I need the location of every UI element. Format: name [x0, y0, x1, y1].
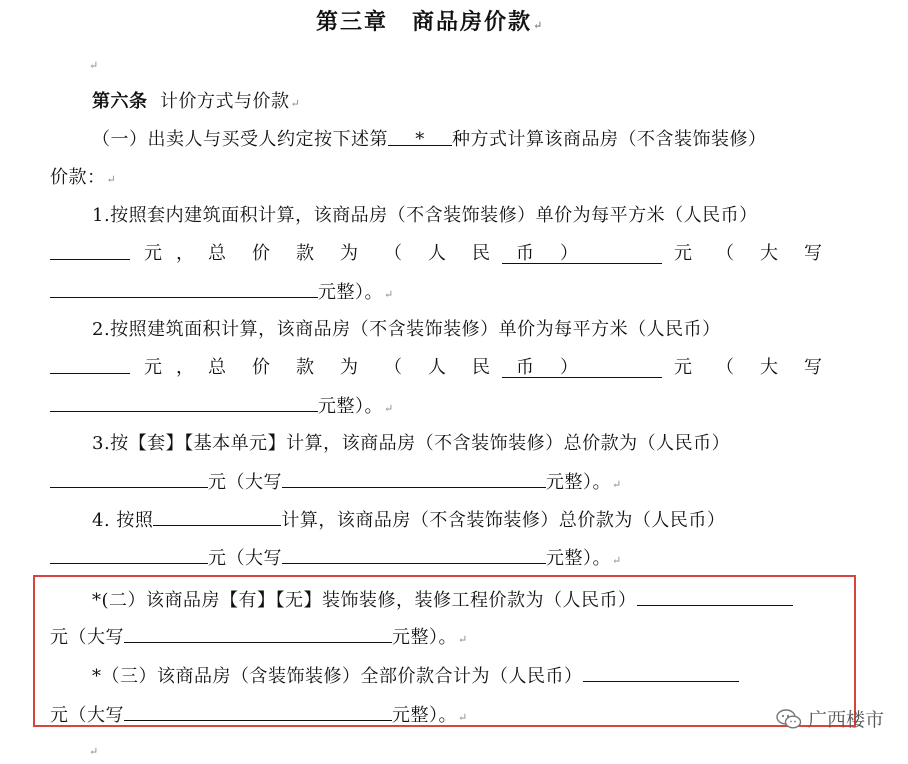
comma: ，: [176, 357, 195, 378]
end-text: 元整）。: [392, 705, 457, 726]
unit-label: 元: [144, 243, 163, 264]
empty-paragraph: [88, 52, 99, 78]
paragraph-mark: ↵: [458, 633, 468, 646]
method1-line-2: [50, 242, 848, 267]
method2-line-1: [92, 318, 721, 342]
daxie-amount-blank: [50, 394, 318, 412]
method4-line-2: [50, 546, 622, 573]
method2-line-3: [50, 394, 394, 421]
paragraph-mark: ↵: [384, 288, 394, 301]
paragraph-mark: ↵: [384, 402, 394, 415]
total-price-label: 总价款为（人民币）: [208, 243, 604, 264]
daxie-amount-blank: [50, 280, 318, 298]
unit-price-blank: [50, 242, 130, 260]
article-subtitle: 计价方式与价款: [159, 91, 290, 112]
empty-paragraph: [88, 738, 99, 764]
daxie-label: （大写: [716, 243, 848, 264]
watermark: [776, 705, 884, 732]
unit-label: 元（大写: [50, 627, 124, 648]
end-text: 元整）。: [318, 282, 383, 303]
intro-line-2: [50, 166, 116, 192]
daxie-amount-blank: [124, 703, 392, 721]
unit-label-2: 元: [674, 357, 693, 378]
paragraph-mark: ↵: [533, 19, 545, 32]
method-choice-value: *: [415, 129, 425, 150]
unit-price-blank: [50, 356, 130, 374]
method-description-blank: [153, 508, 281, 526]
chapter-title: [316, 10, 544, 38]
end-text: 元整）。: [392, 627, 457, 648]
paragraph-mark: ↵: [89, 59, 99, 72]
intro-text-a: （一）出卖人与买受人约定按下述第: [92, 129, 388, 150]
decoration-line-2: [50, 625, 468, 652]
wechat-icon: [776, 708, 802, 730]
paragraph-mark: ↵: [458, 711, 468, 724]
intro-text-b: 种方式计算该商品房（不含装饰装修）: [452, 129, 767, 150]
daxie-amount-blank: [124, 625, 392, 643]
method1-line-1: [92, 204, 758, 228]
method3-text: 3.按【套】【基本单元】计算，该商品房（不含装饰装修）总价款为（人民币）: [92, 433, 731, 454]
paragraph-mark: ↵: [89, 745, 99, 758]
article-heading: [92, 90, 300, 116]
unit-label: 元（大写: [208, 548, 282, 569]
method3-line-1: [92, 432, 730, 456]
total-price-blank: [502, 246, 662, 264]
paragraph-mark: ↵: [612, 478, 622, 491]
method3-line-2: [50, 470, 622, 497]
decoration-text: *(二）该商品房【有】【无】装饰装修，装修工程价款为（人民币）: [92, 590, 637, 611]
method1-line-3: [50, 280, 394, 307]
unit-label-2: 元: [674, 243, 693, 264]
total-price-blank: [502, 360, 662, 378]
total-line-2: [50, 703, 468, 730]
watermark-text: 广西楼市: [807, 709, 884, 731]
unit-label: 元: [144, 357, 163, 378]
daxie-amount-blank: [282, 470, 546, 488]
unit-label: 元（大写: [208, 472, 282, 493]
total-price-blank: [583, 664, 739, 682]
method2-text: 2.按照建筑面积计算，该商品房（不含装饰装修）单价为每平方米（人民币）: [92, 319, 721, 340]
paragraph-mark: ↵: [106, 173, 117, 186]
method4-line-1: [92, 508, 725, 533]
decoration-line-1: [92, 588, 793, 613]
article-number: 第六条: [92, 91, 148, 112]
method1-text: 1.按照套内建筑面积计算，该商品房（不含装饰装修）单价为每平方米（人民币）: [92, 205, 758, 226]
unit-label: 元（大写: [50, 705, 124, 726]
method-choice-blank: [388, 128, 452, 150]
method4-prefix: 4. 按照: [92, 510, 154, 531]
daxie-amount-blank: [282, 546, 546, 564]
method4-text: 计算，该商品房（不含装饰装修）总价款为（人民币）: [281, 510, 726, 531]
paragraph-mark: ↵: [290, 97, 301, 110]
paragraph-mark: ↵: [612, 554, 622, 567]
total-text: *（三）该商品房（含装饰装修）全部价款合计为（人民币）: [92, 666, 583, 687]
intro-text-c: 价款：: [50, 167, 106, 188]
method2-line-2: [50, 356, 848, 381]
chapter-title-text: 第三章 商品房价款: [316, 9, 533, 35]
end-text: 元整）。: [318, 396, 383, 417]
end-text: 元整）。: [546, 472, 611, 493]
end-text: 元整）。: [546, 548, 611, 569]
comma: ，: [176, 243, 195, 264]
daxie-label: （大写: [716, 357, 848, 378]
total-price-label: 总价款为（人民币）: [208, 357, 604, 378]
total-price-blank: [50, 546, 208, 564]
total-line-1: [92, 664, 739, 689]
total-price-blank: [50, 470, 208, 488]
decoration-price-blank: [637, 588, 793, 606]
intro-line-1: [92, 128, 767, 152]
